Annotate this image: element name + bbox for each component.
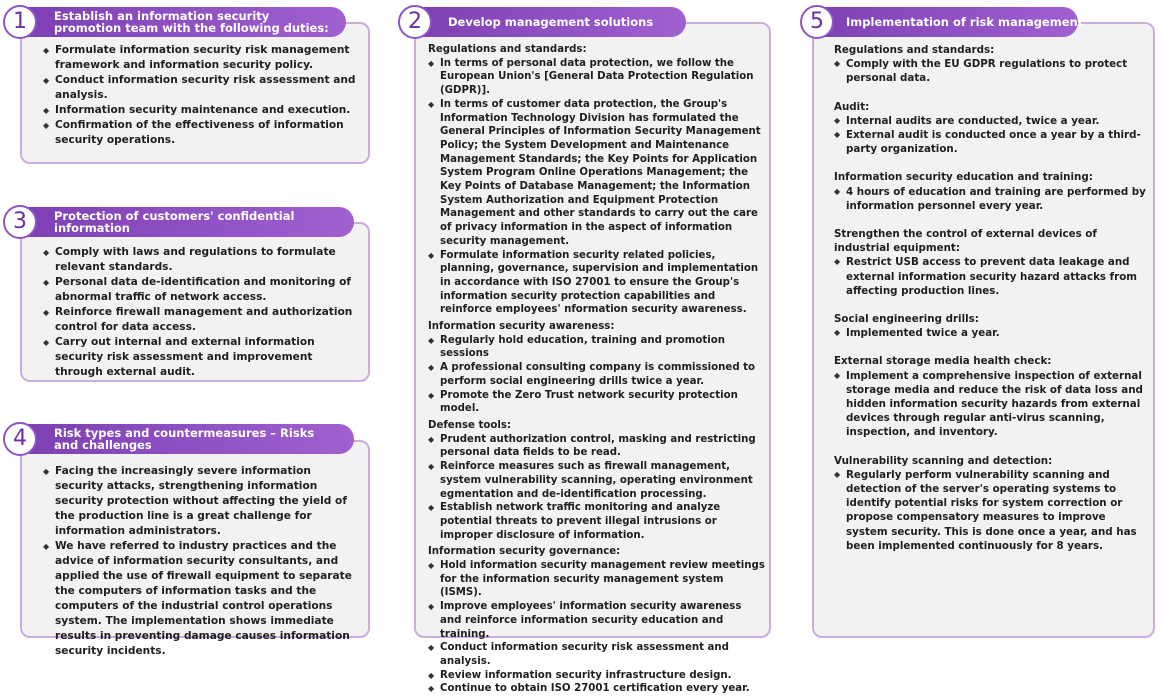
- section: [834, 227, 1146, 298]
- panel-2-content: [428, 43, 766, 699]
- list-item: ◆ A professional consulting company is commissioned to perform social engineering drills twice a year.: [428, 361, 766, 388]
- list-item: ◆ 4 hours of education and training are performed by information personnel every year.: [834, 185, 1146, 213]
- panel-4-header: [14, 424, 354, 454]
- panel-5-header: [806, 7, 1084, 37]
- panel-1-content: [43, 43, 363, 148]
- section: [428, 43, 766, 317]
- section: [428, 320, 766, 416]
- list-item: ◆ Formulate information security related policies, planning, governance, supervision and implementation in accordance with ISO 27001 to ensure the Group's information security protection capabilities and reinforce employees' nformation security awareness.: [428, 249, 766, 318]
- list-item: ◆ Internal audits are conducted, twice a year.: [834, 114, 1146, 128]
- panel-2-title: Develop management solutions: [448, 15, 654, 29]
- section-heading: Regulations and standards:: [834, 44, 995, 56]
- section: [834, 354, 1146, 439]
- panel-5-number: 5: [800, 5, 834, 39]
- section-heading: Information security awareness:: [428, 321, 615, 333]
- panel-1-title: Establish an information security promotion team with the following duties:: [54, 9, 329, 35]
- list-item: ◆ Formulate information security risk management framework and information security policy.: [43, 43, 363, 73]
- section-heading: Social engineering drills:: [834, 313, 979, 326]
- list-item: ◆ Continue to obtain ISO 27001 certification every year.: [428, 682, 766, 696]
- list-item: ◆ Establish network traffic monitoring and analyze potential threats to prevent illegal intrusions or improper disclosure of information.: [428, 501, 766, 542]
- panel-1-header: [14, 7, 346, 37]
- section-heading: Audit:: [834, 100, 870, 113]
- list-item: ◆ Conduct information security risk assessment and analysis.: [428, 641, 766, 668]
- panel-3-content: [43, 245, 361, 380]
- section: [834, 454, 1146, 553]
- list-item: ◆ Implemented twice a year.: [834, 326, 1146, 340]
- list-item: ◆ Improve employees' information security awareness and reinforce information security education and training.: [428, 600, 766, 641]
- list-item: ◆ Restrict USB access to prevent data leakage and external information security hazard attacks from affecting production lines.: [834, 255, 1146, 298]
- section-heading: Vulnerability scanning and detection:: [834, 454, 1053, 467]
- panel-4-title: Risk types and countermeasures – Risks and challenges: [54, 426, 315, 452]
- section: [834, 100, 1146, 157]
- list-item: ◆ Information security maintenance and execution.: [43, 103, 363, 118]
- panel-3-title: Protection of customers' confidential information: [54, 209, 295, 235]
- panel-1-number: 1: [3, 5, 37, 39]
- list-item: ◆ Facing the increasingly severe information security attacks, strengthening information security protection without affecting the yield of the production line is a great challenge for information administrators.: [43, 464, 361, 539]
- panel-4-number: 4: [3, 422, 37, 456]
- panel-3-header: [14, 207, 354, 237]
- section: [428, 419, 766, 542]
- list-item: ◆ We have referred to industry practices and the advice of information security consultants, and applied the use of firewall equipment to separate the computers of information tasks and the computers of the industrial control operations system. The implementation shows immediate results in preventing damage causes information security incidents.: [43, 539, 361, 659]
- list-item: ◆ Comply with laws and regulations to formulate relevant standards.: [43, 245, 361, 275]
- list-item: ◆ Regularly hold education, training and promotion sessions: [428, 334, 766, 361]
- list-item: ◆ Personal data de-identification and monitoring of abnormal traffic of network access.: [43, 275, 361, 305]
- list-item: ◆ Review information security infrastructure design.: [428, 669, 766, 683]
- section: [428, 545, 766, 696]
- list-item: ◆ Carry out internal and external information security risk assessment and improvement through external audit.: [43, 335, 361, 380]
- list-item: ◆ Implement a comprehensive inspection of external storage media and reduce the risk of data loss and hidden information security hazards from external devices through regular anti-virus scanning, inspection, and inventory.: [834, 369, 1146, 440]
- list-item: ◆ Hold information security management review meetings for the information security management system (ISMS).: [428, 559, 766, 600]
- panel-2-number: 2: [398, 5, 432, 39]
- list-item: ◆ Confirmation of the effectiveness of information security operations.: [43, 118, 363, 148]
- list-item: ◆ In terms of personal data protection, we follow the European Union's [General Data Protection Regulation (GDPR)].: [428, 57, 766, 98]
- section-heading: Information security education and training:: [834, 171, 1093, 184]
- panel-3-number: 3: [3, 205, 37, 239]
- list-item: ◆ Prudent authorization control, masking and restricting personal data fields to be read.: [428, 433, 766, 460]
- panel-5-content: [834, 43, 1146, 567]
- list-item: ◆ Reinforce measures such as firewall management, system vulnerability scanning, operating environment egmentation and de-identification processing.: [428, 460, 766, 501]
- section: [834, 312, 1146, 340]
- list-item: ◆ External audit is conducted once a year by a third-party organization.: [834, 128, 1146, 156]
- section-heading: External storage media health check:: [834, 355, 1052, 368]
- section-heading: Information security governance:: [428, 546, 621, 558]
- list-item: ◆ Reinforce firewall management and authorization control for data access.: [43, 305, 361, 335]
- section-heading: Defense tools:: [428, 419, 511, 431]
- list-item: ◆ In terms of customer data protection, the Group's Information Technology Division has formulated the General Principles of Information Security Management Policy; the System Development and Maintenance Management Standards; the Key Points for Application System Program Online Operations Management; the Key Points of Database Management; the Information System Authorization and Equipment Protection Management and other standards to carry out the care of privacy information in the aspect of information security management.: [428, 98, 766, 249]
- list-item: ◆ Conduct information security risk assessment and analysis.: [43, 73, 363, 103]
- section-heading: Regulations and standards:: [428, 44, 587, 55]
- section: [834, 43, 1146, 86]
- list-item: ◆ Promote the Zero Trust network security protection model.: [428, 389, 766, 416]
- section: [834, 170, 1146, 213]
- panel-5-title: Implementation of risk management: [846, 15, 1084, 29]
- list-item: ◆ Comply with the EU GDPR regulations to protect personal data.: [834, 57, 1146, 85]
- panel-2-header: [408, 7, 686, 37]
- list-item: ◆ Regularly perform vulnerability scanning and detection of the server's operating systems to identify potential risks for system correction or propose compensatory measures to improve system security. This is done once a year, and has been implemented continuously for 8 years.: [834, 468, 1146, 553]
- panel-4-content: [43, 464, 361, 659]
- section-heading: Strengthen the control of external devices of industrial equipment:: [834, 228, 1097, 255]
